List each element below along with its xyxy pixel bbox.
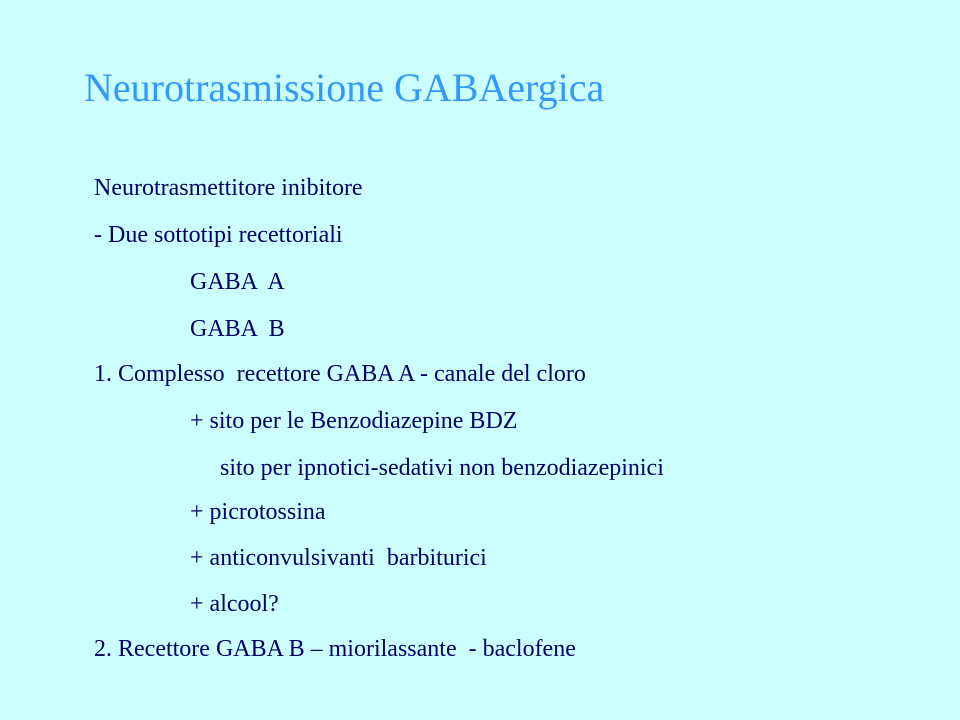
- text-line: + sito per le Benzodiazepine BDZ: [190, 408, 518, 434]
- slide-title: Neurotrasmissione GABAergica: [84, 65, 605, 110]
- text-line: GABA A: [190, 269, 285, 295]
- text-line: + anticonvulsivanti barbiturici: [190, 545, 487, 571]
- text-line: + alcool?: [190, 591, 279, 617]
- text-line: GABA B: [190, 316, 285, 342]
- text-line: 2. Recettore GABA B – miorilassante - baclofene: [94, 636, 576, 662]
- text-line: + picrotossina: [190, 499, 326, 525]
- text-line: sito per ipnotici-sedativi non benzodiazepinici: [220, 455, 664, 481]
- text-line: - Due sottotipi recettoriali: [94, 222, 343, 248]
- text-line: 1. Complesso recettore GABA A - canale del cloro: [94, 361, 586, 387]
- text-line: Neurotrasmettitore inibitore: [94, 175, 363, 201]
